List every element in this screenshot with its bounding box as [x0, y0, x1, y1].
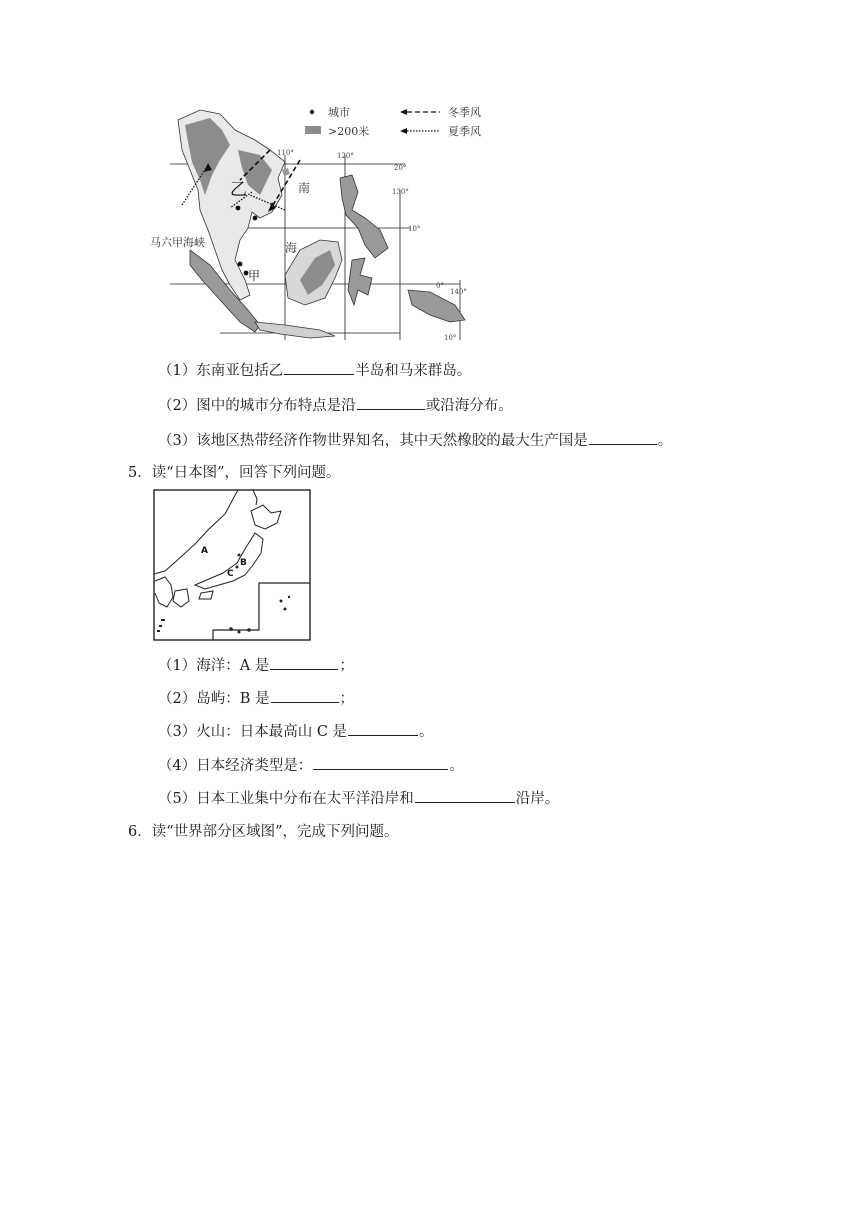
q4-item-1-suffix: 半岛和马来群岛。 — [355, 363, 472, 379]
q5-item-1-suffix: ； — [339, 658, 354, 674]
q5-item-5 — [158, 788, 559, 809]
answer-blank[interactable] — [284, 360, 354, 375]
q4-item-3-suffix: 。 — [657, 433, 673, 449]
q4-item-1-text: （1）东南亚包括乙 — [158, 363, 284, 379]
answer-blank[interactable] — [271, 688, 339, 703]
label-c: C — [227, 569, 234, 579]
label-a: A — [201, 546, 208, 556]
philippines-islands — [340, 175, 388, 258]
lon-130-label: 130° — [392, 188, 409, 196]
q5-item-2 — [158, 688, 354, 709]
city-dot — [238, 554, 241, 557]
lon-110-label: 110° — [277, 149, 294, 157]
sulawesi-island — [348, 258, 372, 305]
lat-10s-label: 10° — [444, 334, 457, 342]
japan-map — [153, 489, 313, 643]
city-dot — [236, 206, 241, 211]
q4-item-1 — [158, 360, 471, 381]
q5-item-3-text: （3）火山：日本最高山 C 是 — [158, 724, 348, 740]
label-malacca-strait: 马六甲海峡 — [150, 236, 205, 249]
legend-summer-arrow — [400, 128, 440, 134]
answer-blank[interactable] — [415, 788, 515, 803]
japan-map-frame — [154, 490, 310, 640]
answer-blank[interactable] — [589, 430, 657, 445]
q5-item-4-suffix: 。 — [449, 758, 464, 774]
city-dot — [236, 566, 239, 569]
answer-blank[interactable] — [313, 755, 448, 770]
legend-winter-arrow — [400, 109, 440, 115]
southeast-asia-map — [150, 100, 500, 345]
q4-item-3 — [158, 430, 672, 451]
answer-blank[interactable] — [270, 655, 338, 670]
q5-item-5-suffix: 沿岸。 — [515, 791, 560, 807]
label-sea-south: 南 — [298, 181, 311, 195]
lon-140-label: 140° — [450, 288, 467, 296]
q5-item-4 — [158, 755, 464, 776]
label-yi: 乙 — [230, 180, 247, 200]
city-dot — [253, 216, 258, 221]
q5-item-5-text: （5）日本工业集中分布在太平洋沿岸和 — [158, 791, 414, 807]
hainan-island — [282, 168, 290, 176]
lon-120-label: 120° — [337, 152, 354, 160]
q5-item-3-suffix: 。 — [419, 724, 434, 740]
legend-elevation-label: >200米 — [328, 125, 370, 138]
q4-item-2-text: （2）图中的城市分布特点是沿 — [158, 398, 356, 414]
legend-city-dot — [310, 110, 314, 114]
answer-blank[interactable] — [357, 395, 425, 410]
answer-blank[interactable] — [348, 721, 418, 736]
q5-item-3 — [158, 721, 434, 742]
lat-0-label: 0° — [436, 282, 444, 290]
java-island — [255, 322, 335, 338]
lat-20-label: 20° — [394, 164, 407, 172]
city-dot — [238, 262, 243, 267]
q5-item-2-text: （2）岛屿：B 是 — [158, 691, 270, 707]
q5-item-4-text: （4）日本经济类型是： — [158, 758, 313, 774]
lat-10-label: 10° — [408, 225, 421, 233]
q4-item-3-text: （3）该地区热带经济作物世界知名，其中天然橡胶的最大生产国是 — [158, 433, 588, 449]
label-sea-sea: 海 — [285, 241, 298, 255]
legend-winter-label: 冬季风 — [448, 106, 481, 119]
q4-item-2 — [158, 395, 513, 416]
q5-item-1 — [158, 655, 354, 676]
q5-item-2-suffix: ； — [339, 691, 354, 707]
legend-city-label: 城市 — [328, 106, 350, 119]
q5-title: 5．读“日本图”，回答下列问题。 — [128, 465, 341, 481]
legend-summer-label: 夏季风 — [448, 125, 481, 138]
q4-item-2-suffix: 或沿海分布。 — [425, 398, 513, 414]
label-b: B — [240, 558, 247, 568]
q6-title: 6．读“世界部分区域图”，完成下列问题。 — [128, 824, 399, 840]
q5-item-1-text: （1）海洋：A 是 — [158, 658, 270, 674]
label-jia: 甲 — [248, 269, 261, 283]
legend-elevation-swatch — [305, 126, 321, 134]
